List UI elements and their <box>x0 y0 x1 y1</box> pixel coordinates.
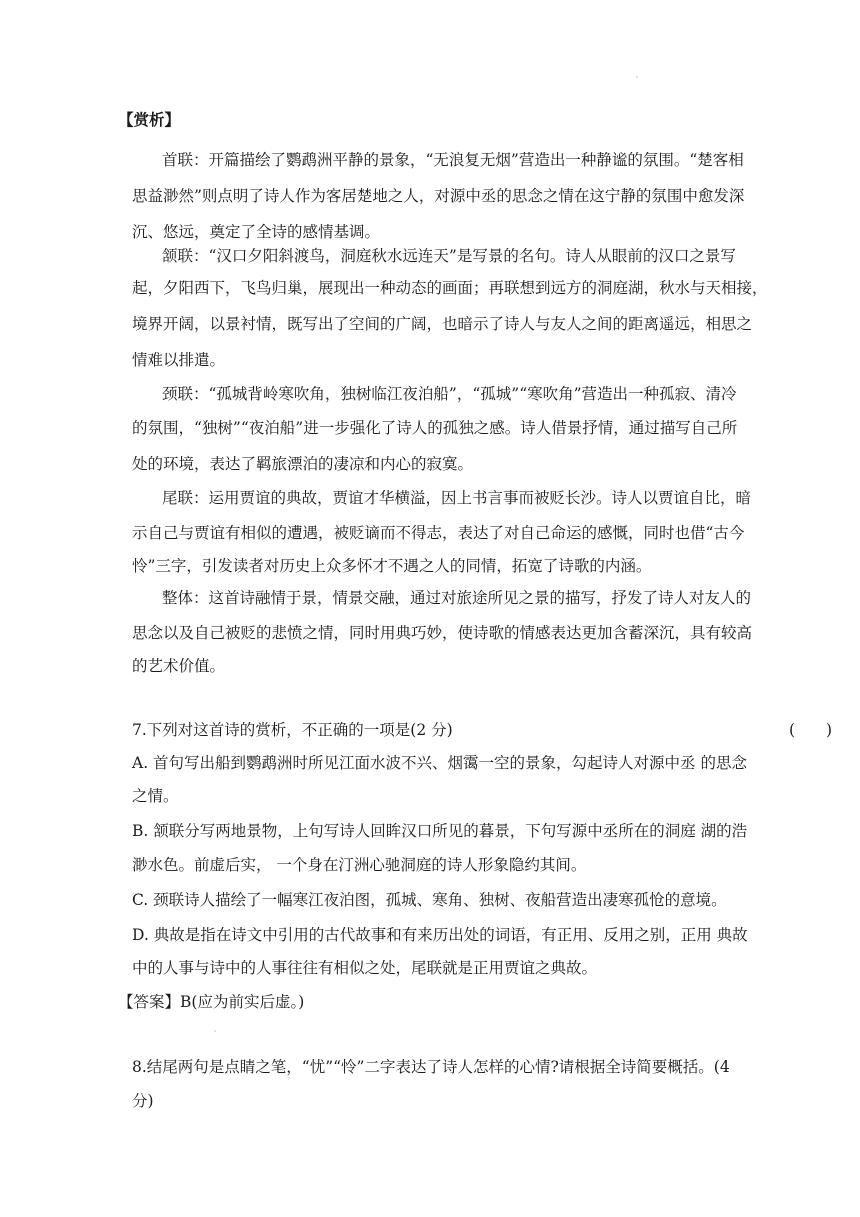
option-b-cont: 渺水色。前虚后实， 一个身在汀洲心驰洞庭的诗人形象隐约其间。 <box>132 856 587 874</box>
option-d: D. 典故是指在诗文中引用的古代故事和有来历出处的词语，有正用、反用之别，正用 典故 <box>132 926 748 944</box>
option-a: A. 首句写出船到鹦鹉洲时所见江面水波不兴、烟霭一空的景象，勾起诗人对源中丞 的思念 <box>132 754 747 772</box>
text-line: 起，夕阳西下，飞鸟归巢，展现出一种动态的画面；再联想到远方的洞庭湖，秋水与天相接， <box>132 279 768 297</box>
text-line: 颔联：“汉口夕阳斜渡鸟，洞庭秋水远连天”是写景的名句。诗人从眼前的汉口之景写 <box>162 247 736 265</box>
analysis-heading: 【赏析】 <box>118 110 181 129</box>
text-line: 示自己与贾谊有相似的遭遇，被贬谪而不得志，表达了对自己命运的感慨，同时也借“古今 <box>132 524 745 542</box>
option-b: B. 颔联分写两地景物，上句写诗人回眸汉口所见的暮景，下句写源中丞所在的洞庭 湖的浩 <box>132 822 748 840</box>
text-line: 思念以及自己被贬的悲愤之情，同时用典巧妙，使诗歌的情感表达更加含蓄深沉，具有较高 <box>132 624 753 642</box>
text-line: 思益渺然”则点明了诗人作为客居楚地之人，对源中丞的思念之情在这宁静的氛围中愈发深 <box>132 187 745 205</box>
question-stem-cont: 分) <box>132 1092 154 1110</box>
text-line: 的艺术价值。 <box>132 657 226 675</box>
option-a-cont: 之情。 <box>132 787 179 805</box>
text-line: 整体：这首诗融情于景，情景交融，通过对旅途所见之景的描写，抒发了诗人对友人的 <box>162 589 752 607</box>
text-line: 首联：开篇描绘了鹦鹉洲平静的景象，“无浪复无烟”营造出一种静谧的氛围。“楚客相 <box>162 151 744 169</box>
text-line: 怜”三字，引发读者对历史上众多怀才不遇之人的同情，拓宽了诗歌的内涵。 <box>132 557 652 575</box>
option-d-cont: 中的人事与诗中的人事往往有相似之处，尾联就是正用贾谊之典故。 <box>132 959 598 977</box>
text-line: 颈联：“孤城背岭寒吹角，独树临江夜泊船”，“孤城”“寒吹角”营造出一种孤寂、清冷 <box>162 385 737 403</box>
question-stem-text: 7.下列对这首诗的赏析，不正确的一项是(2 分) <box>132 721 453 739</box>
text-line: 处的环境，表达了羁旅漂泊的凄凉和内心的寂寞。 <box>132 455 474 473</box>
answer-bracket: ( ) <box>789 721 833 739</box>
option-c: C. 颈联诗人描绘了一幅寒江夜泊图，孤城、寒角、独树、夜船营造出凄寒孤怆的意境。 <box>132 891 727 909</box>
scan-speck <box>214 1030 216 1032</box>
text-line: 境界开阔，以景衬情，既写出了空间的广阔，也暗示了诗人与友人之间的距离遥远，相思之 <box>132 315 753 333</box>
text-line: 尾联：运用贾谊的典故，贾谊才华横溢，因上书言事而被贬长沙。诗人以贾谊自比，暗 <box>162 489 752 507</box>
text-line: 情难以排遣。 <box>132 351 226 369</box>
question-stem: 8.结尾两句是点睛之笔，“忧”“怜”二字表达了诗人怎样的心情?请根据全诗简要概括。(4 <box>132 1058 730 1076</box>
answer-line: 【答案】B(应为前实后虚。) <box>118 993 305 1011</box>
scan-speck <box>636 76 638 78</box>
text-line: 沉、悠远，奠定了全诗的感情基调。 <box>132 223 381 241</box>
question-stem <box>132 720 860 740</box>
text-line: 的氛围，“独树”“夜泊船”进一步强化了诗人的孤独之感。诗人借景抒情，通过描写自己所 <box>132 419 738 437</box>
